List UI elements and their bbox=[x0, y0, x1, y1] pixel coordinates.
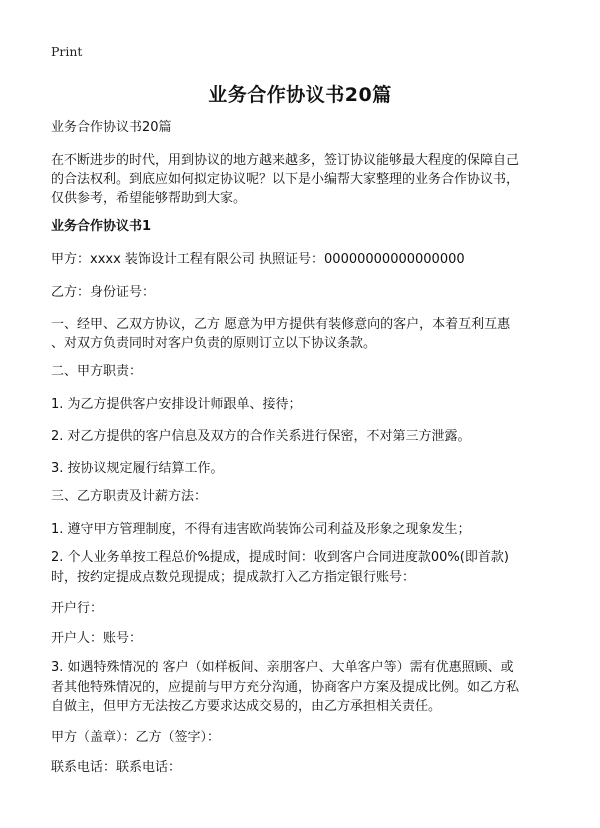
party-a-line: 甲方：xxxx 装饰设计工程有限公司 执照证号：00000000000000000 bbox=[51, 252, 465, 267]
clause-3-item-2-line-1: 2. 个人业务单按工程总价%提成，提成时间：收到客户合同进度款00%(即首款) bbox=[51, 550, 509, 565]
print-link[interactable]: Print bbox=[51, 44, 83, 59]
contact-line: 联系电话：联系电话： bbox=[51, 760, 182, 775]
intro-line-3: 仅供参考，希望能够帮助到大家。 bbox=[51, 191, 247, 206]
clause-2-item-1: 1. 为乙方提供客户安排设计师跟单、接待； bbox=[51, 397, 302, 412]
clause-2-item-3: 3. 按协议规定履行结算工作。 bbox=[51, 461, 224, 476]
section-heading: 业务合作协议书1 bbox=[51, 219, 152, 234]
clause-2-heading: 二、甲方职责： bbox=[51, 364, 143, 379]
document-subtitle: 业务合作协议书20篇 bbox=[51, 120, 172, 135]
clause-3-item-3-line-3: 自做主，但甲方无法按乙方要求达成交易的，由乙方承担相关责任。 bbox=[51, 699, 442, 714]
clause-1-line-1: 一、经甲、乙双方协议，乙方 愿意为甲方提供有装修意向的客户，本着互利互惠 bbox=[51, 317, 511, 332]
intro-line-1: 在不断进步的时代，用到协议的地方越来越多，签订协议能够最大程度的保障自己 bbox=[51, 153, 520, 168]
clause-3-item-2-line-2: 时，按约定提成点数兑现提成；提成款打入乙方指定银行账号： bbox=[51, 570, 416, 585]
account-holder-label: 开户人：账号： bbox=[51, 631, 143, 646]
clause-1-line-2: 、对双方负责同时对客户负责的原则订立以下协议条款。 bbox=[51, 336, 377, 351]
party-b-line: 乙方：身份证号： bbox=[51, 285, 156, 300]
document-title: 业务合作协议书20篇 bbox=[208, 84, 392, 106]
clause-3-item-3-line-2: 者其他特殊情况的，应提前与甲方充分沟通，协商客户方案及提成比例。如乙方私 bbox=[51, 680, 520, 695]
clause-3-item-1: 1. 遵守甲方管理制度，不得有违害欧尚装饰公司利益及形象之现象发生； bbox=[51, 522, 471, 537]
signature-line: 甲方（盖章）：乙方（签字）： bbox=[51, 730, 221, 745]
clause-3-heading: 三、乙方职责及计薪方法： bbox=[51, 489, 208, 504]
clause-2-item-2: 2. 对乙方提供的客户信息及双方的合作关系进行保密，不对第三方泄露。 bbox=[51, 429, 471, 444]
bank-label: 开户行： bbox=[51, 601, 104, 616]
intro-line-2: 的合法权利。到底应如何拟定协议呢？以下是小编帮大家整理的业务合作协议书， bbox=[51, 172, 520, 187]
clause-3-item-3-line-1: 3. 如遇特殊情况的 客户（如样板间、亲朋客户、大单客户等）需有优惠照顾、或 bbox=[51, 660, 514, 675]
